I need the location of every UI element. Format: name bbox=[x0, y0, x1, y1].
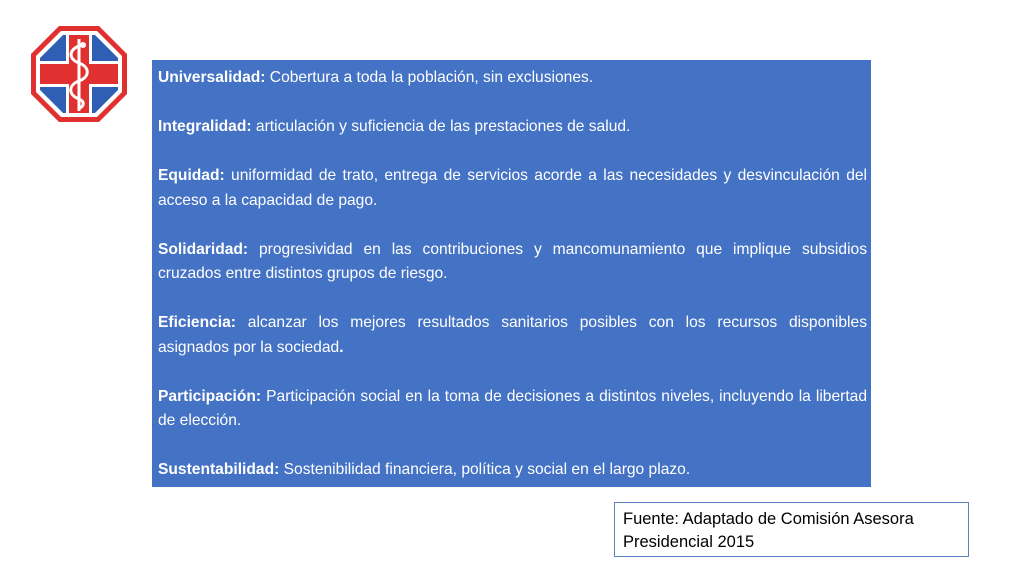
principle-term: Eficiencia: bbox=[158, 314, 236, 331]
principle-sustentabilidad bbox=[158, 458, 867, 483]
principle-equidad bbox=[158, 164, 867, 213]
principle-term: Solidaridad: bbox=[158, 240, 249, 258]
principle-text: articulación y suficiencia de las prestaciones de salud. bbox=[251, 118, 631, 135]
principle-text: progresividad en las contribuciones y mancomunamiento que implique subsidios cruzados entre distintos grupos de riesgo. bbox=[158, 240, 867, 282]
principle-participacion bbox=[158, 385, 867, 434]
principle-solidaridad bbox=[158, 238, 867, 287]
principle-term: Universalidad: bbox=[158, 69, 266, 86]
principle-text: Cobertura a toda la población, sin exclusiones. bbox=[265, 69, 594, 86]
principle-term: Equidad: bbox=[158, 167, 225, 184]
principle-term: Sustentabilidad: bbox=[158, 461, 280, 478]
medical-caduceus-octagon-icon bbox=[30, 25, 128, 123]
principle-term: Integralidad: bbox=[158, 118, 252, 135]
source-line-2: Presidencial 2015 bbox=[623, 533, 755, 551]
principle-text: uniformidad de trato, entrega de servicios acorde a las necesidades y desvinculación del acceso a la capacidad de pago. bbox=[158, 167, 867, 209]
principle-integralidad bbox=[158, 115, 867, 140]
source-note bbox=[614, 502, 969, 557]
principle-eficiencia bbox=[158, 311, 867, 360]
principle-term: Participación: bbox=[158, 387, 262, 405]
principle-universalidad bbox=[158, 66, 867, 91]
principle-text: alcanzar los mejores resultados sanitarios posibles con los recursos disponibles asignados por la sociedad bbox=[158, 314, 867, 356]
principle-text: Participación social en la toma de decisiones a distintos niveles, incluyendo la libertad de elección. bbox=[158, 387, 867, 429]
source-line-1: Fuente: Adaptado de Comisión Asesora bbox=[623, 510, 914, 528]
principle-text: Sostenibilidad financiera, política y social en el largo plazo. bbox=[279, 461, 691, 478]
principle-trailing: . bbox=[339, 338, 344, 356]
principles-box bbox=[152, 60, 871, 487]
